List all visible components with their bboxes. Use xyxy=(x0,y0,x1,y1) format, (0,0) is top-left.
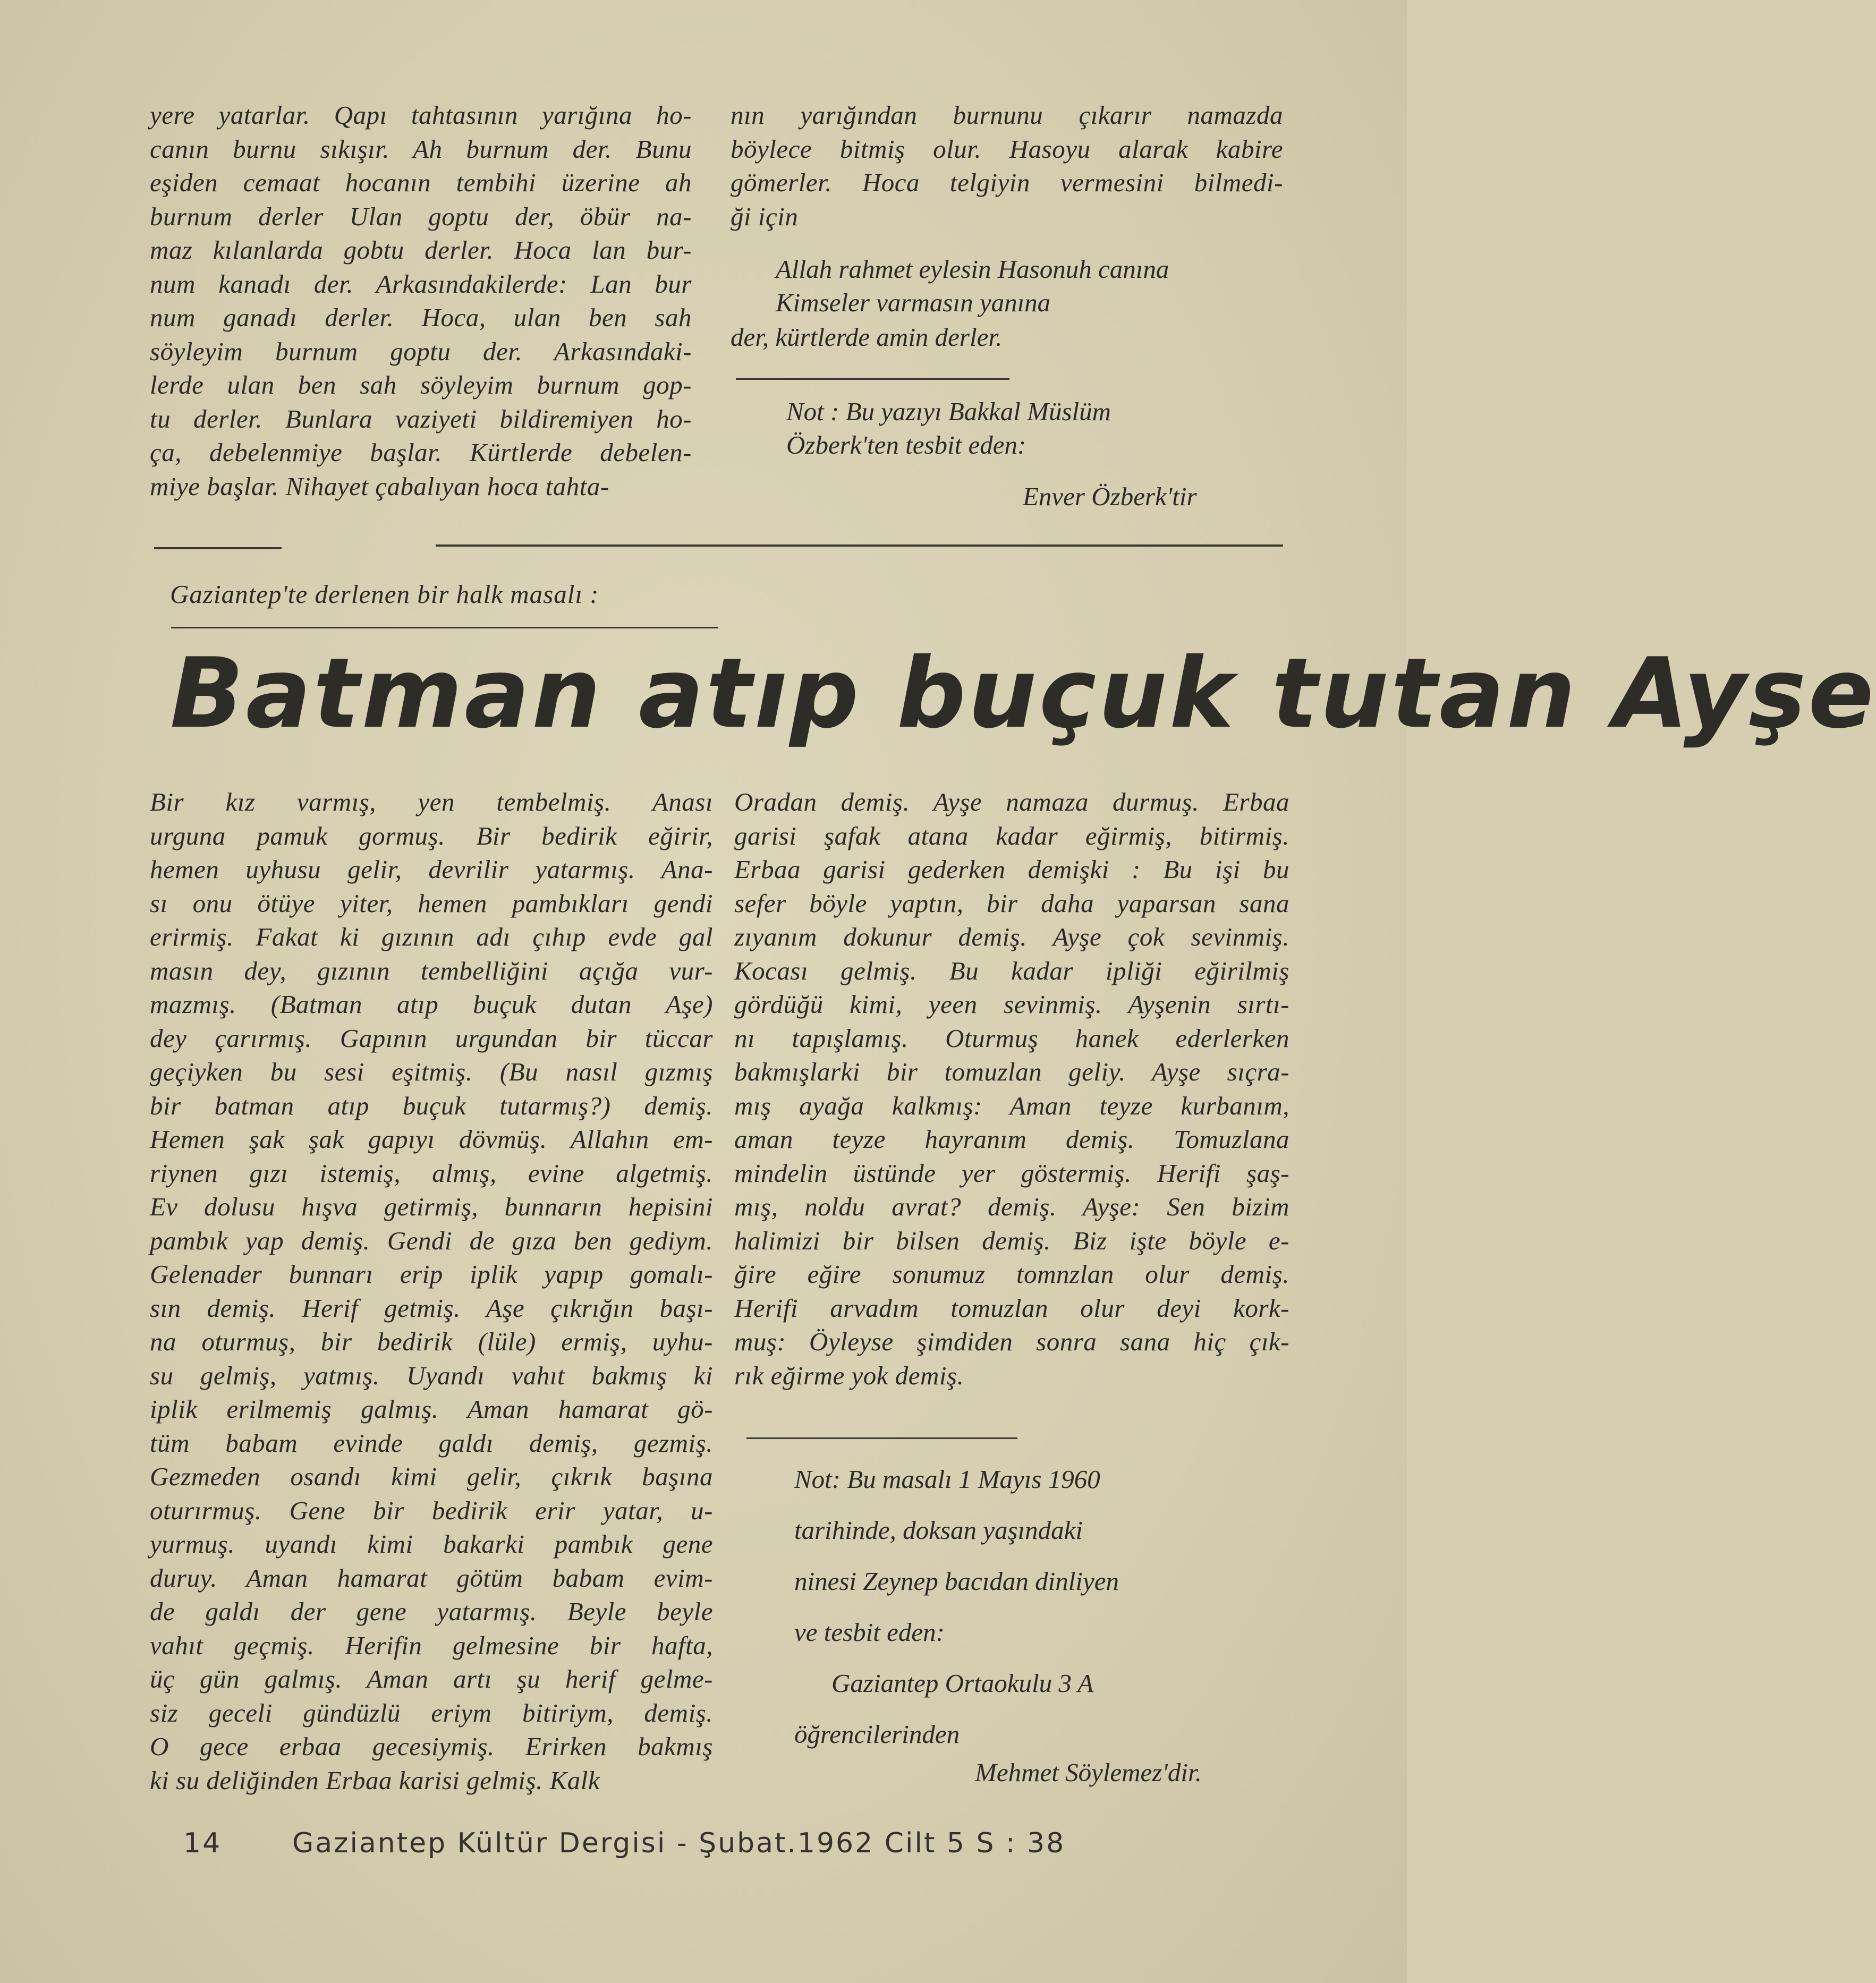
text-line: gömerler. Hoca telgiyin vermesini bilmedi- xyxy=(731,168,1283,197)
text-line: yere yatarlar. Qapı tahtasının yarığına ho- xyxy=(150,100,692,130)
text-line: duruy. Aman hamarat götüm babam evim- xyxy=(150,1563,713,1593)
story-headline: Batman atıp buçuk tutan Ayşe xyxy=(170,637,1876,750)
text-line: zıyanım dokunur demiş. Ayşe çok sevinmiş. xyxy=(734,922,1289,951)
text-line: Oradan demiş. Ayşe namaza durmuş. Erbaa xyxy=(734,787,1289,816)
text-line: sefer böyle yaptın, bir daha yaparsan sana xyxy=(734,888,1289,918)
text-line: burnum derler Ulan goptu der, öbür na- xyxy=(150,201,692,231)
text-line: Herifi arvadım tomuzlan olur deyi kork- xyxy=(734,1293,1289,1323)
divider xyxy=(736,378,1009,380)
text-line: siz geceli gündüzlü eriym bitiriym, demiş. xyxy=(150,1698,713,1727)
text-line: garisi şafak atana kadar eğirmiş, bitirmiş. xyxy=(734,821,1289,850)
source-signature: Enver Özberk'tir xyxy=(1023,482,1197,511)
text-line: aman teyze hayranım demiş. Tomuzlana xyxy=(734,1125,1289,1154)
text-line: lerde ulan ben sah söyleyim burnum gop- xyxy=(150,370,692,399)
page-footer xyxy=(183,1827,1278,1859)
text-line: erirmiş. Fakat ki gızının adı çıhıp evde gal xyxy=(150,922,713,951)
story-kicker: Gaziantep'te derlenen bir halk masalı : xyxy=(170,580,599,609)
story-source-note: Not: Bu masalı 1 Mayıs 1960 tarihinde, doksan yaşındaki ninesi Zeynep bacıdan dinliyen ve tesbit eden: Gaziantep Ortaokulu 3 A öğrencilerinden xyxy=(794,1465,1119,1749)
text-line: mazmış. (Batman atıp buçuk dutan Aşe) xyxy=(150,990,713,1019)
text-line: num ganadı derler. Hoca, ulan ben sah xyxy=(150,303,692,332)
text-line: halimizi bir bilsen demiş. Biz işte böyle e- xyxy=(734,1225,1289,1255)
text-line: rık eğirme yok demiş. xyxy=(734,1360,964,1390)
top-left-column xyxy=(150,98,692,503)
text-line: nın yarığından burnunu çıkarır namazda xyxy=(731,100,1283,130)
text-line: num kanadı der. Arkasındakilerde: Lan bur xyxy=(150,269,692,299)
text-line: de galdı der gene yatarmış. Beyle beyle xyxy=(150,1597,713,1626)
text-line: tüm babam evinde galdı demiş, gezmiş. xyxy=(150,1428,713,1458)
source-note: Not : Bu yazıyı Bakkal Müslüm Özberk'ten tesbit eden: xyxy=(786,397,1111,459)
verse-end: der, kürtlerde amin derler. xyxy=(731,322,1003,352)
kicker-underline xyxy=(171,627,718,628)
text-line: iplik erilmemiş galmış. Aman hamarat gö- xyxy=(150,1394,713,1424)
text-line: Kocası gelmiş. Bu kadar ipliği eğirilmiş xyxy=(734,956,1289,985)
text-line: Gezmeden osandı kimi gelir, çıkrık başına xyxy=(150,1462,713,1491)
story-source-signature: Mehmet Söylemez'dir. xyxy=(975,1758,1202,1787)
text-line: geçiyken bu sesi eşitmiş. (Bu nasıl gızmış xyxy=(150,1057,713,1086)
text-line: Gelenader bunnarı erip iplik yapıp gomalı- xyxy=(150,1259,713,1289)
verse-block xyxy=(776,252,1169,319)
text-line: Erbaa garisi gederken demişki : Bu işi bu xyxy=(734,855,1289,884)
text-line: Bir kız varmış, yen tembelmiş. Anası xyxy=(150,787,713,816)
text-line: hemen uyhusu gelir, devrilir yatarmış. Ana- xyxy=(150,855,713,884)
verse-line: Kimseler varmasın yanına xyxy=(776,288,1051,317)
text-line: nı tapışlamış. Oturmuş hanek ederlerken xyxy=(734,1023,1289,1053)
verse-line: Allah rahmet eylesin Hasonuh canına xyxy=(776,254,1169,284)
text-line: su gelmiş, yatmış. Uyandı vahıt bakmış ki xyxy=(150,1360,713,1390)
text-line: yurmuş. uyandı kimi bakarki pambık gene xyxy=(150,1529,713,1559)
text-line: sı onu ötüye yiter, hemen pambıkları gendi xyxy=(150,888,713,918)
text-line: muş: Öyleyse şimdiden sonra sana hiç çık- xyxy=(734,1327,1289,1356)
text-line: na oturmuş, bir bedirik (lüle) ermiş, uyhu- xyxy=(150,1327,713,1356)
section-divider-left xyxy=(154,547,282,549)
text-line: ki su deliğinden Erbaa karisi gelmiş. Kalk xyxy=(150,1765,600,1795)
section-divider-right xyxy=(436,544,1283,547)
text-line: sın demiş. Herif getmiş. Aşe çıkrığın başı- xyxy=(150,1293,713,1323)
text-line: gördüğü kimi, yeen sevinmiş. Ayşenin sırtı- xyxy=(734,990,1289,1019)
text-line: söyleyim burnum goptu der. Arkasındaki- xyxy=(150,336,692,366)
text-line: ça, debelenmiye başlar. Kürtlerde debelen- xyxy=(150,438,692,467)
text-line: riynen gızı istemiş, almış, evine algetmiş. xyxy=(150,1158,713,1188)
text-line: oturırmuş. Gene bir bedirik erir yatar, u- xyxy=(150,1495,713,1525)
text-line: böylece bitmiş olur. Hasoyu alarak kabire xyxy=(731,134,1283,164)
text-line: dey çarırmış. Gapının urgundan bir tüccar xyxy=(150,1023,713,1053)
text-line: eşiden cemaat hocanın tembihi üzerine ah xyxy=(150,168,692,197)
text-line: ği için xyxy=(731,201,799,231)
footer-text: Gaziantep Kültür Dergisi - Şubat.1962 Cilt 5 S : 38 xyxy=(292,1827,1066,1859)
text-line: mindelin üstünde yer göstermiş. Herifi şaş- xyxy=(734,1158,1289,1188)
page-number: 14 xyxy=(183,1827,222,1859)
text-line: Ev dolusu hışva getirmiş, bunnarın hepisini xyxy=(150,1192,713,1221)
text-line: üç gün galmış. Aman artı şu herif gelme- xyxy=(150,1664,713,1693)
text-line: urguna pamuk gormuş. Bir bedirik eğirir, xyxy=(150,821,713,850)
top-right-column xyxy=(731,98,1283,233)
text-line: mış, noldu avrat? demiş. Ayşe: Sen bizim xyxy=(734,1192,1289,1221)
story-left-column xyxy=(150,785,713,1797)
story-right-column xyxy=(734,785,1289,1392)
text-line: pambık yap demiş. Gendi de gıza ben gediym. xyxy=(150,1225,713,1255)
text-line: O gece erbaa gecesiymiş. Erirken bakmış xyxy=(150,1732,713,1761)
text-line: vahıt geçmiş. Herifin gelmesine bir hafta, xyxy=(150,1630,713,1660)
text-line: ğire eğire sonumuz tomnzlan olur demiş. xyxy=(734,1259,1289,1289)
text-line: miye başlar. Nihayet çabalıyan hoca tahta- xyxy=(150,471,609,501)
text-line: tu derler. Bunlara vaziyeti bildiremiyen ho- xyxy=(150,404,692,433)
text-line: bir batman atıp buçuk tutarmış?) demiş. xyxy=(150,1091,713,1120)
text-line: maz kılanlarda gobtu derler. Hoca lan bur- xyxy=(150,235,692,265)
text-line: mış ayağa kalkmış: Aman teyze kurbanım, xyxy=(734,1091,1289,1120)
text-line: canın burnu sıkışır. Ah burnum der. Bunu xyxy=(150,134,692,164)
text-line: masın dey, gızının tembelliğini açığa vur- xyxy=(150,956,713,985)
text-line: bakmışlarki bir tomuzlan geliy. Ayşe sıçra- xyxy=(734,1057,1289,1086)
divider xyxy=(746,1437,1017,1439)
text-line: Hemen şak şak gapıyı dövmüş. Allahın em- xyxy=(150,1125,713,1154)
